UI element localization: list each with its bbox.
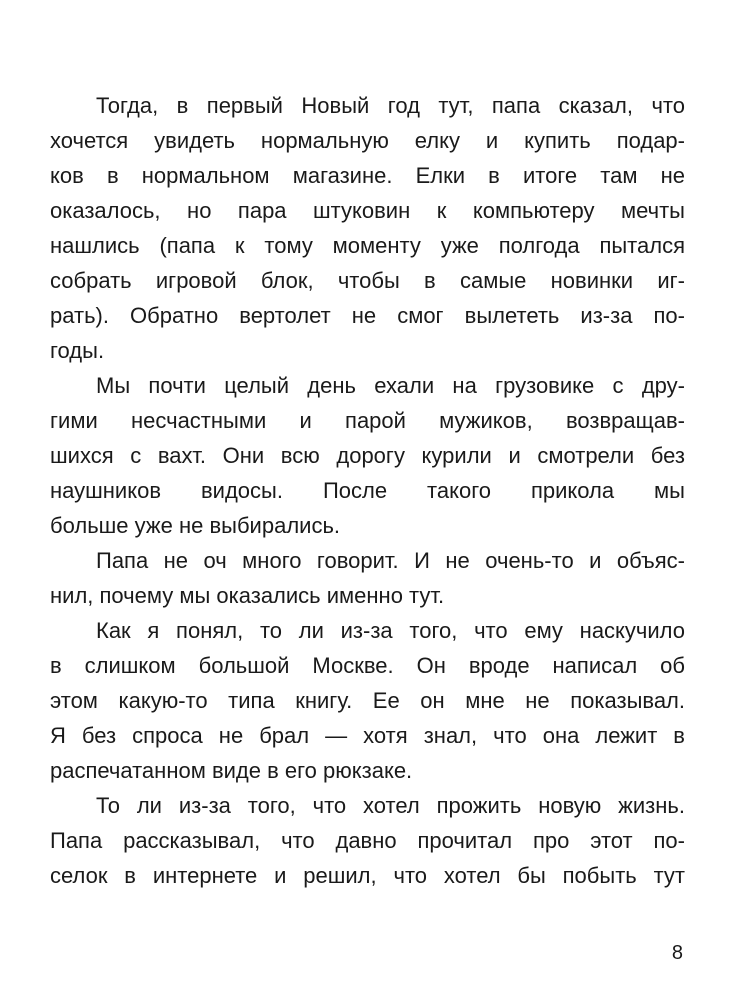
text-line: хочется увидеть нормальную елку и купить подар- [50,128,685,153]
text-line: этом какую-то типа книгу. Ее он мне не показывал. [50,688,685,713]
text-line: шихся с вахт. Они всю дорогу курили и смотрели без [50,443,685,468]
text-line: То ли из-за того, что хотел прожить новую жизнь. [96,793,685,818]
text-line: нил, почему мы оказались именно тут. [50,583,445,608]
text-line: Я без спроса не брал — хотя знал, что она лежит в [50,723,685,748]
text-line: селок в интернете и решил, что хотел бы побыть тут [50,863,685,888]
text-line: Как я понял, то ли из-за того, что ему наскучило [96,618,685,643]
text-line: ков в нормальном магазине. Елки в итоге там не [50,163,685,188]
text-line: Папа не оч много говорит. И не очень-то и объяс- [96,548,685,573]
text-line: Мы почти целый день ехали на грузовике с дру- [96,373,685,398]
text-line: больше уже не выбирались. [50,513,341,538]
page-number: 8 [671,942,683,964]
text-line: гими несчастными и парой мужиков, возвращав- [50,408,685,433]
text-line: нашлись (папа к тому моменту уже полгода пытался [50,233,685,258]
page-body-text [50,88,685,893]
text-line: оказалось, но пара штуковин к компьютеру мечты [50,198,685,223]
text-line: наушников видосы. После такого прикола мы [50,478,685,503]
text-line: годы. [50,338,105,363]
text-line: Тогда, в первый Новый год тут, папа сказал, что [96,93,685,118]
text-line: в слишком большой Москве. Он вроде написал об [50,653,685,678]
text-line: рать). Обратно вертолет не смог вылететь из-за по- [50,303,685,328]
text-line: Папа рассказывал, что давно прочитал про этот по- [50,828,685,853]
text-line: собрать игровой блок, чтобы в самые новинки иг- [50,268,685,293]
text-line: распечатанном виде в его рюкзаке. [50,758,413,783]
